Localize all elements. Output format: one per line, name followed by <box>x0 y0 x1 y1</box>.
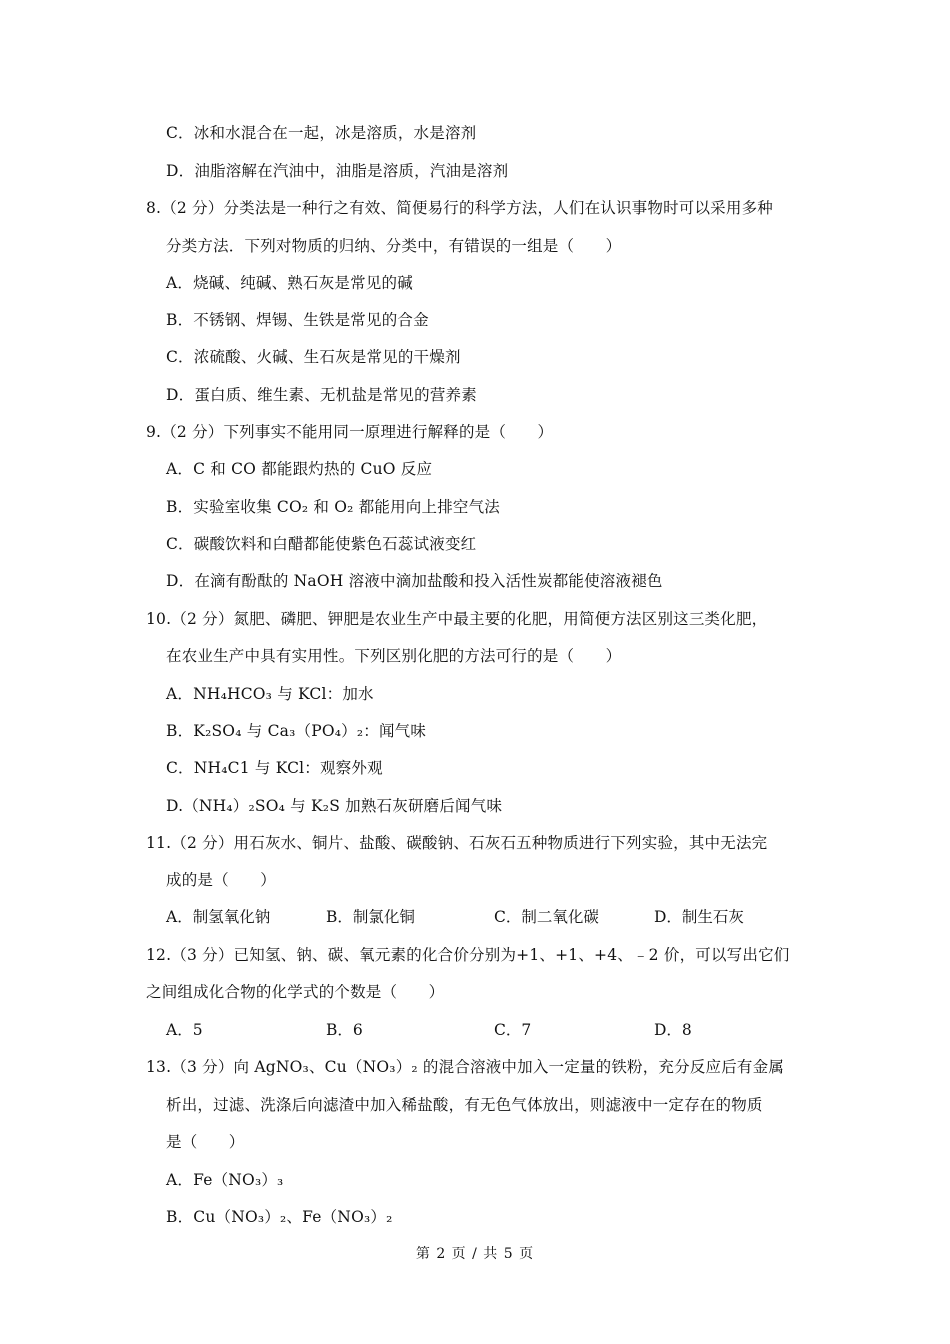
q12-option-d: D．8 <box>654 1021 692 1039</box>
q12-stem-line1: 12.（3 分）已知氢、钠、碳、氧元素的化合价分别为+1、+1、+4、﹣2 价，可以写出它们 <box>146 946 790 964</box>
q12-stem-line2: 之间组成化合物的化学式的个数是（ ） <box>146 983 445 1001</box>
q11-option-b: B．制氯化铜 <box>326 908 415 926</box>
q8-stem-line1: 8.（2 分）分类法是一种行之有效、简便易行的科学方法，人们在认识事物时可以采用多种 <box>146 199 773 217</box>
q12-option-c: C．7 <box>494 1021 532 1039</box>
q9-option-d: D．在滴有酚酞的 NaOH 溶液中滴加盐酸和投入活性炭都能使溶液褪色 <box>166 572 663 590</box>
q10-stem-line2: 在农业生产中具有实用性。下列区别化肥的方法可行的是（ ） <box>166 647 622 665</box>
q8-option-a: A．烧碱、纯碱、熟石灰是常见的碱 <box>166 274 413 292</box>
q10-option-a: A．NH₄HCO₃ 与 KCl：加水 <box>166 685 374 703</box>
q8-option-b: B．不锈钢、焊锡、生铁是常见的合金 <box>166 311 429 329</box>
q10-option-d: D.（NH₄）₂SO₄ 与 K₂S 加熟石灰研磨后闻气味 <box>166 797 503 815</box>
q8-stem-line2: 分类方法．下列对物质的归纳、分类中，有错误的一组是（ ） <box>166 237 622 255</box>
q10-option-c: C．NH₄C1 与 KCl：观察外观 <box>166 759 383 777</box>
q12-option-a: A．5 <box>166 1021 203 1039</box>
q11-option-a: A．制氢氧化钠 <box>166 908 271 926</box>
q8-option-c: C．浓硫酸、火碱、生石灰是常见的干燥剂 <box>166 348 461 366</box>
page-number: 第 2 页 / 共 5 页 <box>415 1246 535 1262</box>
prev-option-c: C．冰和水混合在一起，冰是溶质，水是溶剂 <box>166 124 477 142</box>
q9-option-b: B．实验室收集 CO₂ 和 O₂ 都能用向上排空气法 <box>166 498 501 516</box>
q13-option-b: B．Cu（NO₃）₂、Fe（NO₃）₂ <box>166 1208 393 1226</box>
q11-stem-line2: 成的是（ ） <box>166 871 276 889</box>
q10-option-b: B．K₂SO₄ 与 Ca₃（PO₄）₂：闻气味 <box>166 722 427 740</box>
q11-stem-line1: 11.（2 分）用石灰水、铜片、盐酸、碳酸钠、石灰石五种物质进行下列实验，其中无法完 <box>146 834 768 852</box>
q9-option-c: C．碳酸饮料和白醋都能使紫色石蕊试液变红 <box>166 535 477 553</box>
q12-option-b: B．6 <box>326 1021 363 1039</box>
q13-option-a: A．Fe（NO₃）₃ <box>166 1171 284 1189</box>
q11-option-d: D．制生石灰 <box>654 908 744 926</box>
q10-stem-line1: 10.（2 分）氮肥、磷肥、钾肥是农业生产中最主要的化肥，用简便方法区别这三类化肥， <box>146 610 768 628</box>
q8-option-d: D．蛋白质、维生素、无机盐是常见的营养素 <box>166 386 477 404</box>
q13-stem-line2: 析出，过滤、洗涤后向滤渣中加入稀盐酸，有无色气体放出，则滤液中一定存在的物质 <box>166 1096 763 1114</box>
q9-option-a: A．C 和 CO 都能跟灼热的 CuO 反应 <box>166 460 433 478</box>
q13-stem-line3: 是（ ） <box>166 1133 245 1151</box>
q11-option-c: C．制二氧化碳 <box>494 908 599 926</box>
prev-option-d: D．油脂溶解在汽油中，油脂是溶质，汽油是溶剂 <box>166 162 509 180</box>
q13-stem-line1: 13.（3 分）向 AgNO₃、Cu（NO₃）₂ 的混合溶液中加入一定量的铁粉，充分反应后有金属 <box>146 1058 785 1076</box>
q9-stem-line1: 9.（2 分）下列事实不能用同一原理进行解释的是（ ） <box>146 423 554 441</box>
